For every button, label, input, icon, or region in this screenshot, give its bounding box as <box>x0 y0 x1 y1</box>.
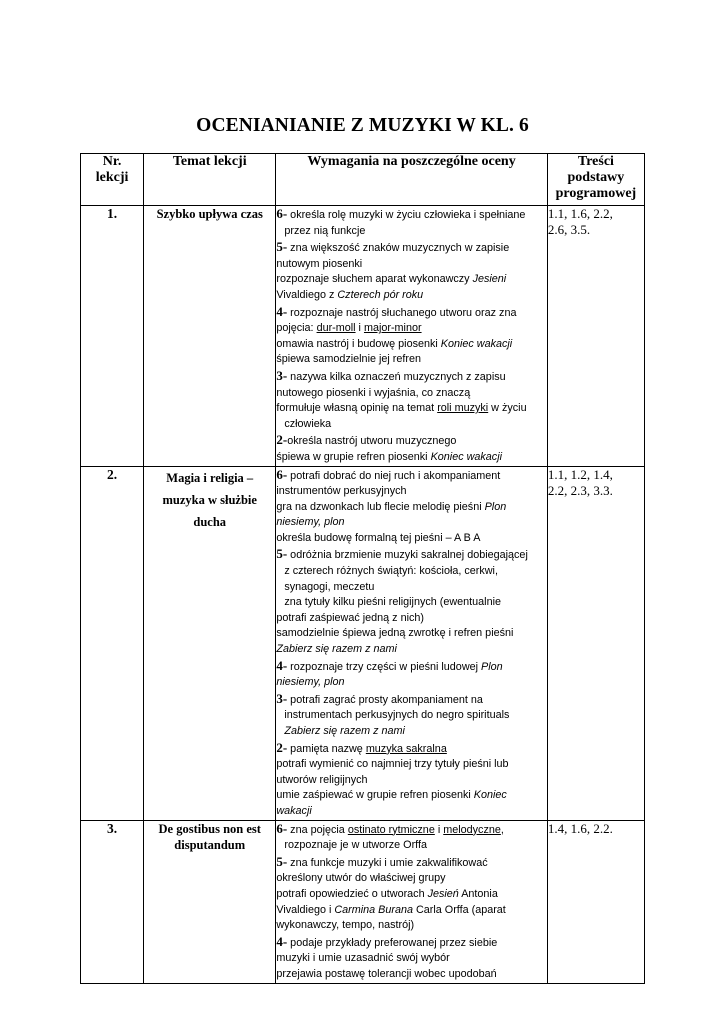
key-term: dur-moll <box>316 322 356 335</box>
work-title: Jesień <box>427 887 459 900</box>
requirement-text: formułuje własną opinię na temat <box>276 402 438 415</box>
key-term: melodyczne <box>443 823 501 836</box>
requirement-line <box>276 337 546 353</box>
requirement-text: instrumentów perkusyjnych <box>276 485 407 498</box>
requirement-text: nazywa kilka oznaczeń muzycznych z zapisu <box>287 370 506 383</box>
requirement-text: człowieka <box>284 417 332 430</box>
table-row <box>81 820 645 983</box>
requirement-line <box>276 239 546 257</box>
work-title: Zabierz się razem z nami <box>284 725 405 737</box>
requirement-line <box>276 386 546 402</box>
requirement-text: pojęcia: <box>276 322 317 335</box>
lesson-number: 1. <box>81 206 144 467</box>
requirement-text: potrafi zagrać prosty akompaniament na <box>287 693 483 706</box>
page-title: OCENIANIANIE Z MUZYKI W KL. 6 <box>196 115 529 136</box>
work-title: Zabierz się razem z nami <box>276 643 397 656</box>
requirement-line <box>276 531 546 547</box>
requirement-line <box>276 611 546 627</box>
work-title: Carmina Burana <box>334 903 413 916</box>
requirement-text: , <box>500 823 504 836</box>
requirement-line <box>276 967 546 983</box>
requirement-line <box>276 206 546 224</box>
requirement-line <box>276 595 546 611</box>
requirement-line <box>276 788 546 804</box>
requirement-text: zna tytuły kilku pieśni religijnych (ewentualnie <box>284 596 501 609</box>
requirement-line <box>276 224 546 240</box>
work-title: niesiemy, plon <box>276 516 345 529</box>
requirement-text: umie zaśpiewać w grupie refren piosenki <box>276 789 474 802</box>
requirement-line <box>276 854 546 872</box>
requirement-text: śpiewa samodzielnie jej refren <box>276 353 421 366</box>
requirement-line <box>276 934 546 952</box>
work-title: niesiemy, plon <box>276 676 345 689</box>
lesson-number: 3. <box>81 820 144 983</box>
header-lesson-number: Nr. lekcji <box>81 154 144 206</box>
requirement-text: zna pojęcia <box>287 823 348 836</box>
work-title: Jesieni <box>472 273 507 286</box>
table-header-row <box>81 154 645 206</box>
requirement-line <box>276 321 546 337</box>
work-title: Plon <box>481 660 503 673</box>
requirement-line <box>276 642 546 658</box>
grade-label: 6- <box>276 466 288 482</box>
work-title: Koniec wakacji <box>440 337 513 350</box>
requirement-line <box>276 564 546 580</box>
requirement-text: potrafi opowiedzieć o utworach <box>276 887 428 900</box>
key-term: muzyka sakralna <box>365 742 447 755</box>
requirement-line <box>276 272 546 288</box>
curriculum-cell: 1.1, 1.6, 2.2, 2.6, 3.5. <box>547 206 644 467</box>
requirements-cell <box>276 466 547 820</box>
requirement-line <box>276 918 546 934</box>
requirement-text: przejawia postawę tolerancji wobec upodobań <box>276 967 497 980</box>
work-title: Plon <box>484 500 507 513</box>
requirement-line <box>276 432 546 450</box>
requirement-line <box>276 804 546 820</box>
header-lesson-topic: Temat lekcji <box>144 154 276 206</box>
requirement-line <box>276 304 546 322</box>
requirement-line <box>276 724 546 740</box>
requirement-text: Antonia <box>458 887 498 900</box>
grading-table <box>80 153 645 984</box>
requirement-line <box>276 658 546 676</box>
requirement-text: samodzielnie śpiewa jedną zwrotkę i refren pieśni <box>276 627 514 640</box>
grade-label: 4- <box>276 657 288 673</box>
requirement-text: Carla Orffa (aparat <box>413 903 506 916</box>
requirement-text: Vivaldiego z <box>276 288 338 301</box>
requirement-line <box>276 500 546 516</box>
requirement-line <box>276 871 546 887</box>
grade-label: 5- <box>276 853 288 869</box>
requirement-line <box>276 757 546 773</box>
key-term: roli muzyki <box>437 402 489 415</box>
header-curriculum: Treści podstawy programowej <box>547 154 644 206</box>
requirement-text: muzyki i umie uzasadnić swój wybór <box>276 952 450 965</box>
curriculum-cell: 1.4, 1.6, 2.2. <box>547 820 644 983</box>
requirement-line <box>276 580 546 596</box>
requirement-text: określony utwór do właściwej grupy <box>276 872 446 885</box>
work-title: wakacji <box>276 804 312 817</box>
requirement-text: nutowym piosenki <box>276 257 363 270</box>
requirement-text: rozpoznaje trzy części w pieśni ludowej <box>287 660 482 673</box>
requirement-text: określa budowę formalną tej pieśni – A B A <box>276 531 481 544</box>
requirement-text: rozpoznaje słuchem aparat wykonawczy <box>276 273 473 286</box>
requirement-line <box>276 951 546 967</box>
key-term: major-minor <box>363 322 422 335</box>
requirement-line <box>276 467 546 485</box>
lesson-topic: Magia i religia – muzyka w służbie ducha <box>144 466 276 820</box>
requirement-text: potrafi dobrać do niej ruch i akompaniament <box>287 469 501 482</box>
requirement-text: gra na dzwonkach lub flecie melodię pieśni <box>276 500 485 513</box>
requirement-text: synagogi, meczetu <box>284 580 375 593</box>
work-title: Czterech pór roku <box>337 288 424 301</box>
requirement-text: określa rolę muzyki w życiu człowieka i spełniane <box>287 209 526 221</box>
requirement-text: określa nastrój utworu muzycznego <box>287 435 457 448</box>
requirements-cell <box>276 206 547 467</box>
grade-label: 6- <box>276 206 288 221</box>
requirement-text: potrafi zaśpiewać jedną z nich) <box>276 611 424 624</box>
requirement-text: pamięta nazwę <box>287 742 366 755</box>
requirement-text: i <box>434 823 444 836</box>
requirement-line <box>276 368 546 386</box>
requirement-line <box>276 887 546 903</box>
requirement-line <box>276 675 546 691</box>
requirement-text: omawia nastrój i budowę piosenki <box>276 337 441 350</box>
requirement-line <box>276 257 546 273</box>
grade-label: 5- <box>276 239 288 255</box>
requirement-text: potrafi wymienić co najmniej trzy tytuły pieśni lub <box>276 758 509 771</box>
requirement-line <box>276 773 546 789</box>
requirement-text: Vivaldiego i <box>276 903 335 916</box>
requirement-text: utworów religijnych <box>276 773 368 786</box>
key-term: ostinato rytmiczne <box>347 823 435 836</box>
requirement-line <box>276 450 546 466</box>
requirement-text: z czterech różnych świątyń: kościoła, cerkwi, <box>284 565 498 578</box>
grade-label: 3- <box>276 690 288 706</box>
grade-label: 4- <box>276 933 288 949</box>
requirement-text: przez nią funkcje <box>284 224 366 237</box>
requirement-line <box>276 821 546 839</box>
table-row <box>81 206 645 467</box>
requirement-text: nutowego piosenki i wyjaśnia, co znaczą <box>276 386 471 399</box>
requirement-text: rozpoznaje je w utworze Orffa <box>284 839 427 852</box>
requirement-line <box>276 288 546 304</box>
requirement-line <box>276 740 546 758</box>
requirement-text: odróżnia brzmienie muzyki sakralnej dobiegającej <box>287 549 528 562</box>
grade-label: 3- <box>276 367 288 383</box>
requirement-line <box>276 838 546 854</box>
requirement-line <box>276 484 546 500</box>
table-row <box>81 466 645 820</box>
grade-label: 4- <box>276 303 288 319</box>
work-title: Koniec <box>473 789 507 802</box>
requirement-line <box>276 401 546 417</box>
lesson-topic: De gostibus non est disputandum <box>144 820 276 983</box>
lesson-topic: Szybko upływa czas <box>144 206 276 467</box>
grade-label: 2- <box>276 432 288 448</box>
requirement-text: wykonawczy, tempo, nastrój) <box>276 919 415 932</box>
requirement-line <box>276 417 546 433</box>
header-requirements: Wymagania na poszczególne oceny <box>276 154 547 206</box>
requirement-text: podaje przykłady preferowanej przez siebie <box>287 936 498 949</box>
requirement-line <box>276 515 546 531</box>
requirement-text: rozpoznaje nastrój słuchanego utworu oraz zna <box>287 306 517 319</box>
grade-label: 6- <box>276 820 288 836</box>
requirements-cell <box>276 820 547 983</box>
curriculum-cell: 1.1, 1.2, 1.4, 2.2, 2.3, 3.3. <box>547 466 644 820</box>
work-title: Koniec wakacji <box>430 450 503 463</box>
requirement-text: śpiewa w grupie refren piosenki <box>276 450 431 463</box>
requirement-line <box>276 691 546 709</box>
requirement-text: zna funkcje muzyki i umie zakwalifikować <box>287 856 488 869</box>
requirement-line <box>276 626 546 642</box>
requirement-line <box>276 352 546 368</box>
grade-label: 2- <box>276 739 288 755</box>
grade-label: 5- <box>276 546 288 562</box>
requirement-text: i <box>355 322 364 335</box>
lesson-number: 2. <box>81 466 144 820</box>
requirement-line <box>276 903 546 919</box>
requirement-line <box>276 708 546 724</box>
requirement-text: instrumentach perkusyjnych do negro spirituals <box>284 709 510 722</box>
requirement-text: zna większość znaków muzycznych w zapisie <box>287 242 510 255</box>
requirement-line <box>276 546 546 564</box>
requirement-text: w życiu <box>488 402 527 415</box>
